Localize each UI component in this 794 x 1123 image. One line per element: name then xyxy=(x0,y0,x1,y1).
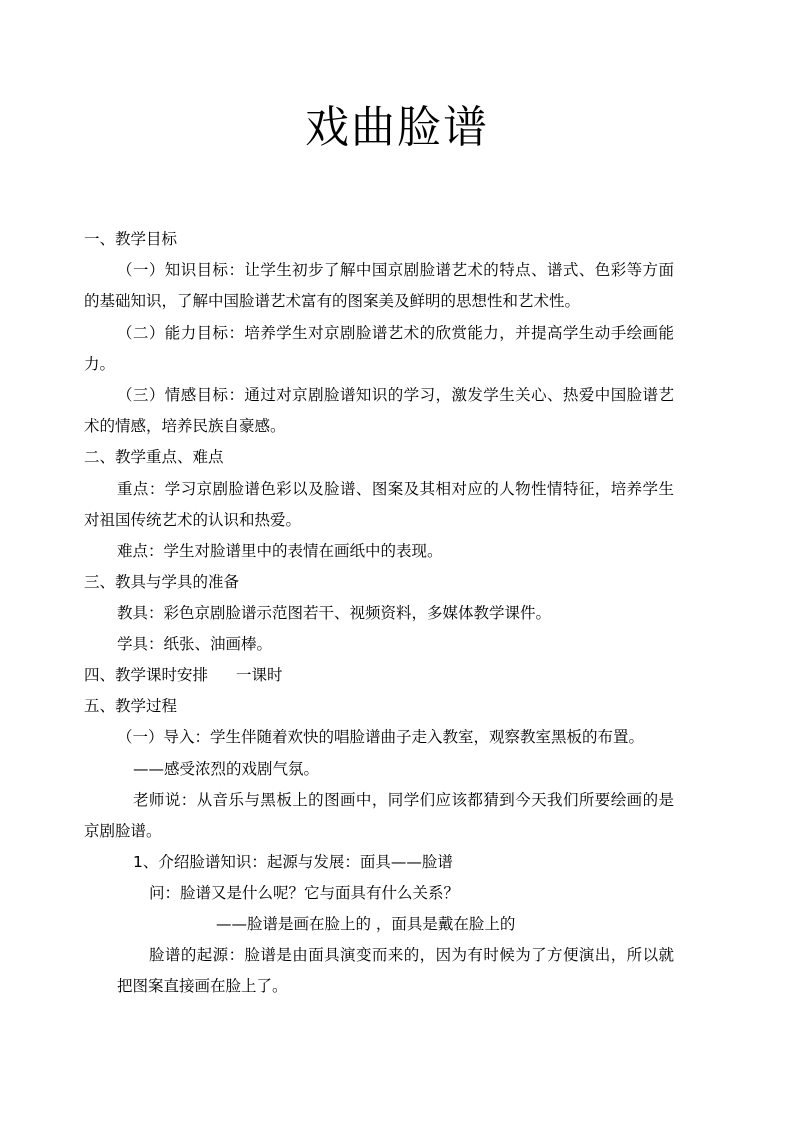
section-heading-schedule: 四、教学课时安排 xyxy=(84,666,209,684)
paragraph-knowledge-goal-line2: 的基础知识，了解中国脸谱艺术富有的图案美及鲜明的思想性和艺术性。 xyxy=(84,292,581,310)
paragraph-teacher-says-line1: 老师说：从音乐与黑板上的图画中，同学们应该都猜到今天我们所要绘画的是 xyxy=(133,791,674,809)
schedule-value: 一课时 xyxy=(236,666,283,684)
paragraph-teacher-materials: 教具：彩色京剧脸谱示范图若干、视频资料，多媒体教学课件。 xyxy=(117,604,552,622)
paragraph-key-point-line1: 重点：学习京剧脸谱色彩以及脸谱、图案及其相对应的人物性情特征，培养学生 xyxy=(117,480,674,498)
list-item-knowledge-intro: 1、介绍脸谱知识：起源与发展：面具——脸谱 xyxy=(133,853,453,871)
paragraph-atmosphere: ——感受浓烈的戏剧气氛。 xyxy=(133,760,320,778)
paragraph-answer: ——脸谱是画在脸上的 ，面具是戴在脸上的 xyxy=(216,915,516,933)
paragraph-teacher-says-line2: 京剧脸谱。 xyxy=(84,822,162,840)
paragraph-question: 问：脸谱又是什么呢？它与面具有什么关系？ xyxy=(149,884,460,902)
paragraph-key-point-line2: 对祖国传统艺术的认识和热爱。 xyxy=(84,511,302,529)
paragraph-student-materials: 学具：纸张、油画棒。 xyxy=(117,635,273,653)
paragraph-difficulty: 难点：学生对脸谱里中的表情在画纸中的表现。 xyxy=(117,542,443,560)
paragraph-origin-line2: 把图案直接画在脸上了。 xyxy=(117,977,288,995)
paragraph-ability-goal-line1: （二）能力目标：培养学生对京剧脸谱艺术的欣赏能力，并提高学生动手绘画能 xyxy=(117,324,674,342)
section-heading-process: 五、教学过程 xyxy=(84,697,178,715)
paragraph-intro: （一）导入：学生伴随着欢快的唱脸谱曲子走入教室，观察教室黑板的布置。 xyxy=(117,728,645,746)
paragraph-knowledge-goal-line1: （一）知识目标：让学生初步了解中国京剧脸谱艺术的特点、谱式、色彩等方面 xyxy=(117,261,674,279)
section-heading-materials: 三、教具与学具的准备 xyxy=(84,573,240,591)
paragraph-ability-goal-line2: 力。 xyxy=(84,355,116,373)
paragraph-origin-line1: 脸谱的起源：脸谱是由面具演变而来的，因为有时候为了方便演出，所以就 xyxy=(149,946,674,964)
page-title: 戏曲脸谱 xyxy=(305,102,489,153)
paragraph-emotion-goal-line2: 术的情感，培养民族自豪感。 xyxy=(84,417,286,435)
paragraph-emotion-goal-line1: （三）情感目标：通过对京剧脸谱知识的学习，激发学生关心、热爱中国脸谱艺 xyxy=(117,386,674,404)
section-heading-key-points: 二、教学重点、难点 xyxy=(84,448,224,466)
section-heading-objectives: 一、教学目标 xyxy=(84,230,178,248)
